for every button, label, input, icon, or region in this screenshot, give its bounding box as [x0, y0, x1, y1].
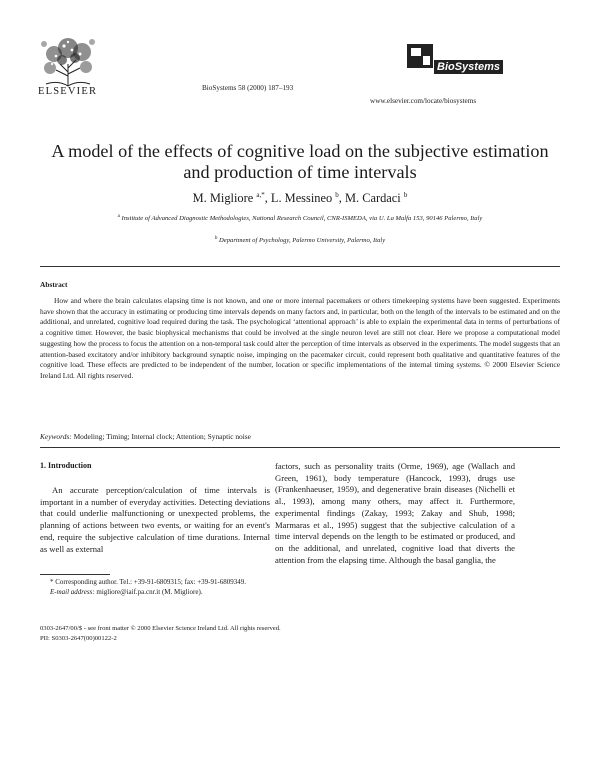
journal-url[interactable]: www.elsevier.com/locate/biosystems	[370, 97, 477, 105]
author-marks: a,*	[256, 191, 265, 199]
divider-bottom	[40, 447, 560, 448]
elsevier-tree-logo	[38, 34, 98, 88]
publisher-name: ELSEVIER	[38, 86, 98, 97]
author-list	[40, 191, 560, 206]
author-name: L. Messineo	[270, 191, 333, 206]
footnote-rule	[40, 574, 110, 575]
body-right-column: factors, such as personality traits (Orme, 1969), age (Wallach and Green, 1961), body temperature (Hancock, 1993), drugs use (Frankenhaeuser, 1959), and degenerative brain diseases (Nichelli et al., 1993), among many others, may affect it. Furthermore, experimental findings (Zakay, 1993; Zakay and Shub, 1998; Marmaras et al., 1995) suggest that the subjective calculation of a time interval depends on the length to be estimated or produced, and on the additional, and unrelated, cognitive load that diverts the attention from the elapsing time. Although the basal ganglia, the	[275, 461, 515, 565]
body-left-column: An accurate perception/calculation of time intervals is important in a number of everyday activities. Detecting deviations that could underlie malfunctioning or unexpected problems, the planning of actions between two events, or waiting for an event's end, require the subjective calculation of time durations. Internal as well as external	[40, 485, 270, 554]
affiliation-b	[60, 234, 540, 246]
copyright-line: 0303-2647/00/$ - see front matter © 2000 Elsevier Science Ireland Ltd. All rights reserved.	[40, 625, 281, 632]
affiliation-mark: a	[117, 214, 120, 219]
footnote	[40, 578, 270, 597]
email-line	[40, 588, 270, 598]
abstract-text: How and where the brain calculates elapsing time is not known, and one or more internal pacemakers or others timekeeping systems have been suggested. Experiments have shown that the accuracy in estimating or producing time intervals depends on many factors and, in particular, both on the length of the intervals to be estimated and on the additional, and unrelated, cognitive load required during the task. The psychological ‘attentional approach’ is able to explain the experimental data in terms of perturbations of a cognitive timer. However, the basic biophysical mechanisms that could be involved at the single neuron level are still not clear. Here we propose a computational model suggesting how the process to focus the attention on a non-temporal task could alter the perception of time intervals as observed in the experiments. The model suggests that an attention-based excitatory and/or inhibitory background synaptic noise, impinging on the pacemaker circuit, could represent both qualitative and quantitative features of the cognitive load. These effects are predicted to be independent of the number, location or specific implementations of the internal timing systems. © 2000 Elsevier Science Ireland Ltd. All rights reserved.	[40, 296, 560, 380]
article-title: A model of the effects of cognitive load on the subjective estimation and production of time intervals	[51, 141, 549, 182]
divider-top	[40, 266, 560, 267]
section-heading: 1. Introduction	[40, 461, 92, 470]
affiliation-text: Institute of Advanced Diagnostic Methodologies, National Research Council, CNR-ISMEDA, via U. La Malfa 153, 90146 Palermo, Italy	[121, 215, 483, 223]
author-name: M. Migliore	[192, 191, 254, 206]
author-marks: b	[403, 191, 408, 199]
affiliation-text: Department of Psychology, Palermo University, Palermo, Italy	[219, 237, 386, 245]
email-address[interactable]: migliore@iaif.pa.cnr.it (M. Migliore).	[94, 587, 203, 596]
keywords-label: Keywords:	[40, 432, 72, 441]
affiliation-a	[60, 212, 540, 224]
corresponding-author-note: * Corresponding author. Tel.: +39-91-6809315; fax: +39-91-6809349.	[50, 578, 247, 586]
legal-notice	[40, 624, 281, 644]
author-separator: ,	[338, 191, 345, 206]
affiliation-mark: b	[214, 236, 218, 241]
pii-line: PII: S0303-2647(00)00122-2	[40, 634, 117, 642]
author-name: M. Cardaci	[344, 191, 401, 206]
author-separator: ,	[264, 191, 271, 206]
author-marks: b	[335, 191, 339, 199]
journal-reference: BioSystems 58 (2000) 187–193	[202, 84, 294, 92]
email-label: E-mail address:	[50, 587, 95, 596]
biosystems-logo-text: BioSystems	[434, 60, 503, 74]
abstract-heading: Abstract	[40, 280, 68, 289]
keywords	[40, 432, 560, 441]
keywords-list: Modeling; Timing; Internal clock; Attention; Synaptic noise	[71, 432, 251, 441]
